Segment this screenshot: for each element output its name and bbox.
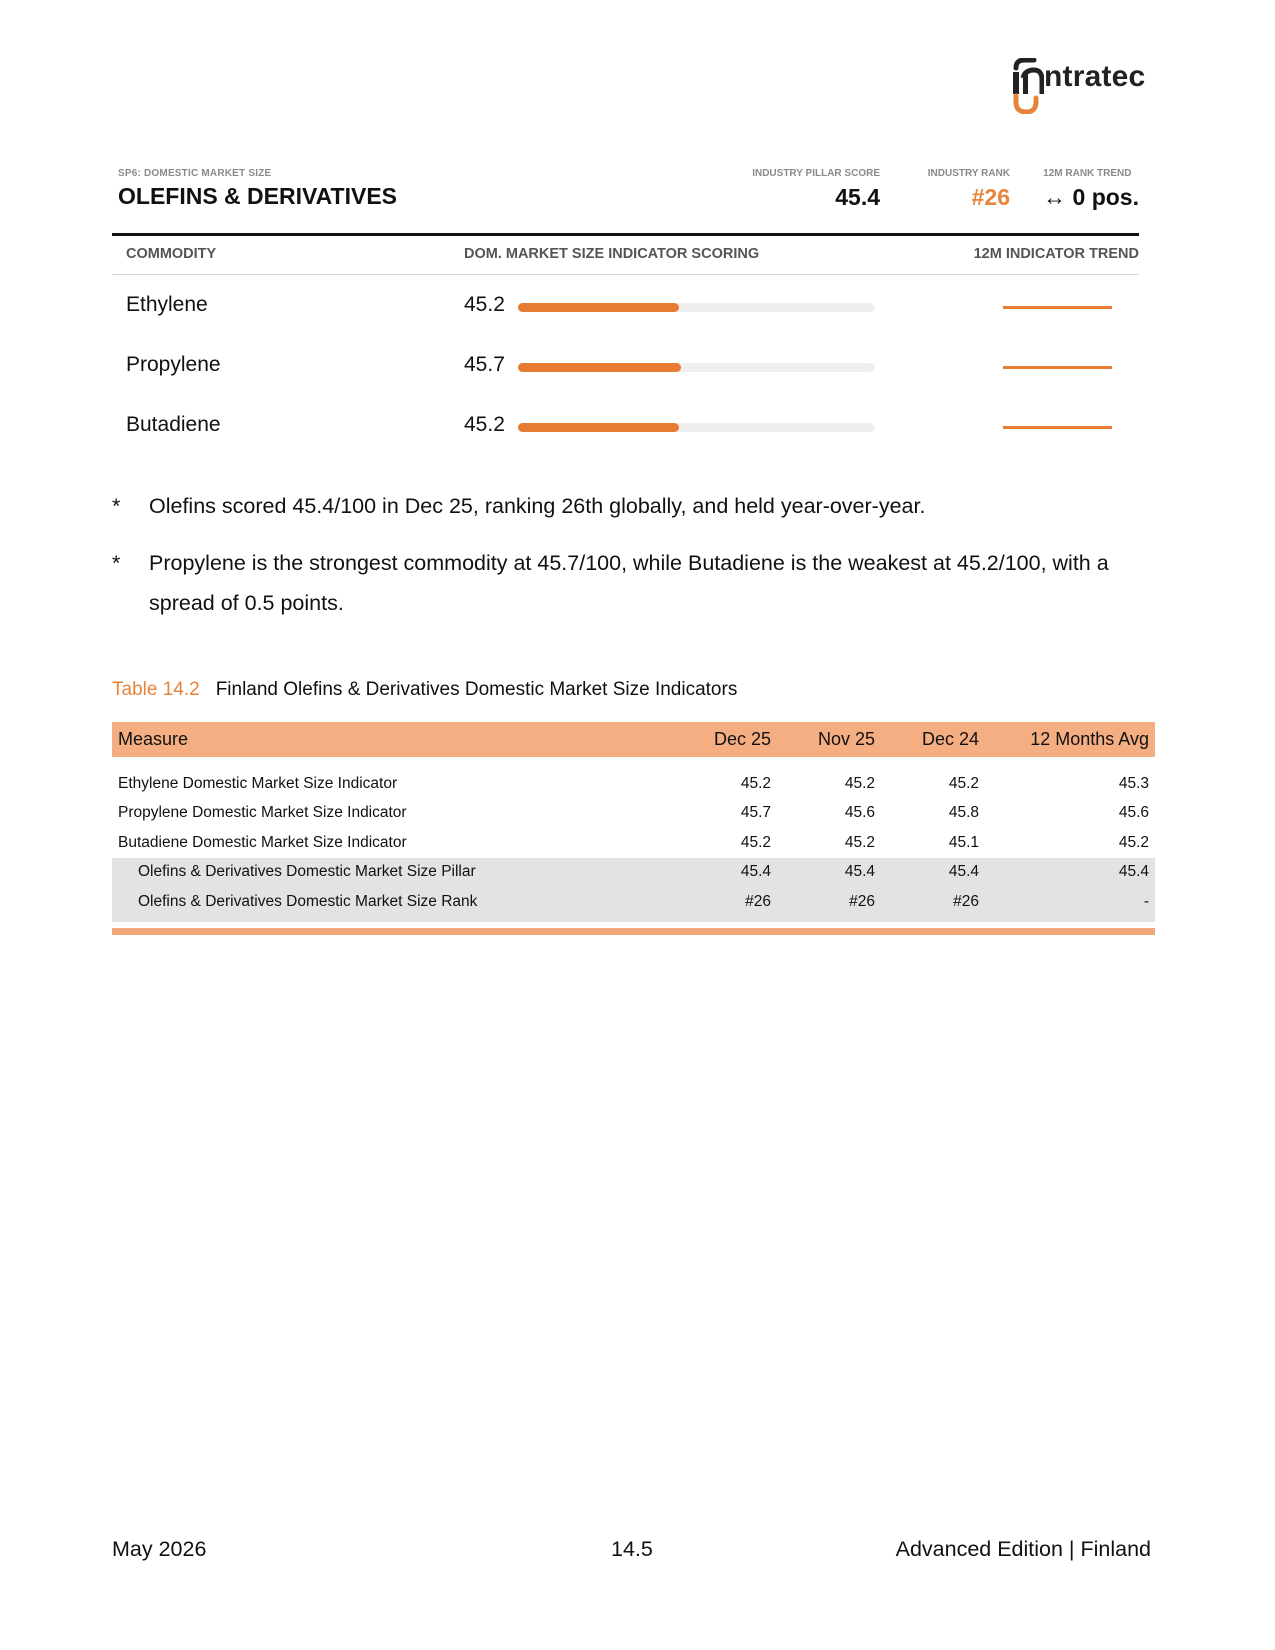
table-cell: 45.3 <box>1118 774 1149 792</box>
table-cell: #26 <box>777 887 881 922</box>
score-bar-fill <box>518 363 681 372</box>
trend-sparkline <box>1003 306 1112 309</box>
table-cell: 45.6 <box>1118 804 1149 822</box>
table-cell: Butadiene Domestic Market Size Indicator <box>118 833 407 851</box>
industry-rank-value: #26 <box>971 184 1010 210</box>
commodity-score: 45.7 <box>464 353 505 376</box>
table-title: Finland Olefins & Derivatives Domestic Market Size Indicators <box>215 679 738 700</box>
bullet-point <box>112 486 1172 526</box>
score-bar-track <box>518 423 875 432</box>
trend-sparkline <box>1003 366 1112 369</box>
pillar-score-label: INDUSTRY PILLAR SCORE <box>752 168 880 179</box>
bullet-text: Olefins scored 45.4/100 in Dec 25, ranking 26th globally, and held year-over-year. <box>149 494 926 518</box>
table-cell: Olefins & Derivatives Domestic Market Size Rank <box>112 887 662 922</box>
intratec-logo-icon <box>1010 58 1044 114</box>
intratec-logo <box>1010 54 1170 114</box>
trend-column-header: 12M INDICATOR TREND <box>973 246 1139 262</box>
table-header-cell: Measure <box>112 722 662 757</box>
score-bar-fill <box>518 423 679 432</box>
table-cell: Ethylene Domestic Market Size Indicator <box>118 774 398 792</box>
rank-trend-value: ↔ 0 pos. <box>1043 184 1139 210</box>
table-cell: 45.2 <box>740 833 771 851</box>
table-row <box>112 799 1155 829</box>
table-header-cell: 12 Months Avg <box>985 722 1155 757</box>
commodity-name: Ethylene <box>126 293 208 316</box>
indicators-table <box>112 722 1155 922</box>
table-cell: 45.2 <box>740 774 771 792</box>
section-label: SP6: DOMESTIC MARKET SIZE <box>118 168 272 179</box>
pillar-score-value: 45.4 <box>835 184 880 210</box>
score-bar-track <box>518 363 875 372</box>
table-header-cell: Dec 25 <box>662 722 777 757</box>
table-header-cell: Dec 24 <box>881 722 985 757</box>
rank-trend-kpi <box>1043 168 1139 211</box>
header-divider <box>112 233 1139 236</box>
table-cell: 45.4 <box>985 858 1155 888</box>
table-cell: 45.2 <box>1118 833 1149 851</box>
table-number: Table 14.2 <box>112 679 200 700</box>
page-title: OLEFINS & DERIVATIVES <box>118 183 398 209</box>
table-caption <box>112 679 737 701</box>
table-cell: 45.2 <box>948 774 979 792</box>
scoring-column-header: DOM. MARKET SIZE INDICATOR SCORING <box>464 246 760 262</box>
table-spacer-row <box>112 757 1155 769</box>
footer-page-number: 14.5 <box>611 1537 653 1561</box>
table-cell: 45.2 <box>844 774 875 792</box>
commodity-row-ethylene <box>0 285 1275 325</box>
table-cell: 45.1 <box>948 833 979 851</box>
table-row <box>112 769 1155 799</box>
footer-edition: Advanced Edition | Finland <box>895 1537 1151 1561</box>
commodity-row-butadiene <box>0 405 1275 445</box>
score-bar-track <box>518 303 875 312</box>
table-cell: 45.6 <box>844 804 875 822</box>
commodity-name: Propylene <box>126 353 221 376</box>
commodity-row-propylene <box>0 345 1275 385</box>
industry-rank-label: INDUSTRY RANK <box>927 168 1010 179</box>
column-header-divider <box>112 274 1139 275</box>
table-cell: #26 <box>662 887 777 922</box>
table-cell: 45.2 <box>844 833 875 851</box>
bullet-text: Propylene is the strongest commodity at 45.7/100, while Butadiene is the weakest at 45.2/100, with a spread of 0.5 points. <box>149 551 1109 615</box>
footer-date: May 2026 <box>112 1537 207 1561</box>
industry-rank-kpi <box>928 168 1010 211</box>
table-cell: Olefins & Derivatives Domestic Market Size Pillar <box>112 858 662 888</box>
pillar-score-kpi <box>752 168 880 211</box>
table-cell: 45.4 <box>881 858 985 888</box>
commodity-score: 45.2 <box>464 293 505 316</box>
bullet-marker: * <box>112 494 121 518</box>
table-row-rank <box>112 887 1155 922</box>
commodity-column-header: COMMODITY <box>126 246 217 262</box>
table-cell: #26 <box>881 887 985 922</box>
trend-sparkline <box>1003 426 1112 429</box>
table-cell: 45.8 <box>948 804 979 822</box>
table-cell: 45.4 <box>662 858 777 888</box>
table-header-cell: Nov 25 <box>777 722 881 757</box>
table-cell: 45.4 <box>777 858 881 888</box>
rank-trend-label: 12M RANK TREND <box>1043 168 1132 179</box>
commodity-name: Butadiene <box>126 413 221 436</box>
table-bottom-rule <box>112 928 1155 935</box>
bullet-marker: * <box>112 551 121 575</box>
table-row <box>112 828 1155 858</box>
table-cell: - <box>985 887 1155 922</box>
table-cell: 45.7 <box>740 804 771 822</box>
logo-text: ntratec <box>1044 60 1146 93</box>
score-bar-fill <box>518 303 679 312</box>
table-row-pillar <box>112 858 1155 888</box>
commodity-score: 45.2 <box>464 413 505 436</box>
table-cell: Propylene Domestic Market Size Indicator <box>118 804 407 822</box>
bullet-point <box>112 543 1172 623</box>
table-header-row <box>112 722 1155 757</box>
